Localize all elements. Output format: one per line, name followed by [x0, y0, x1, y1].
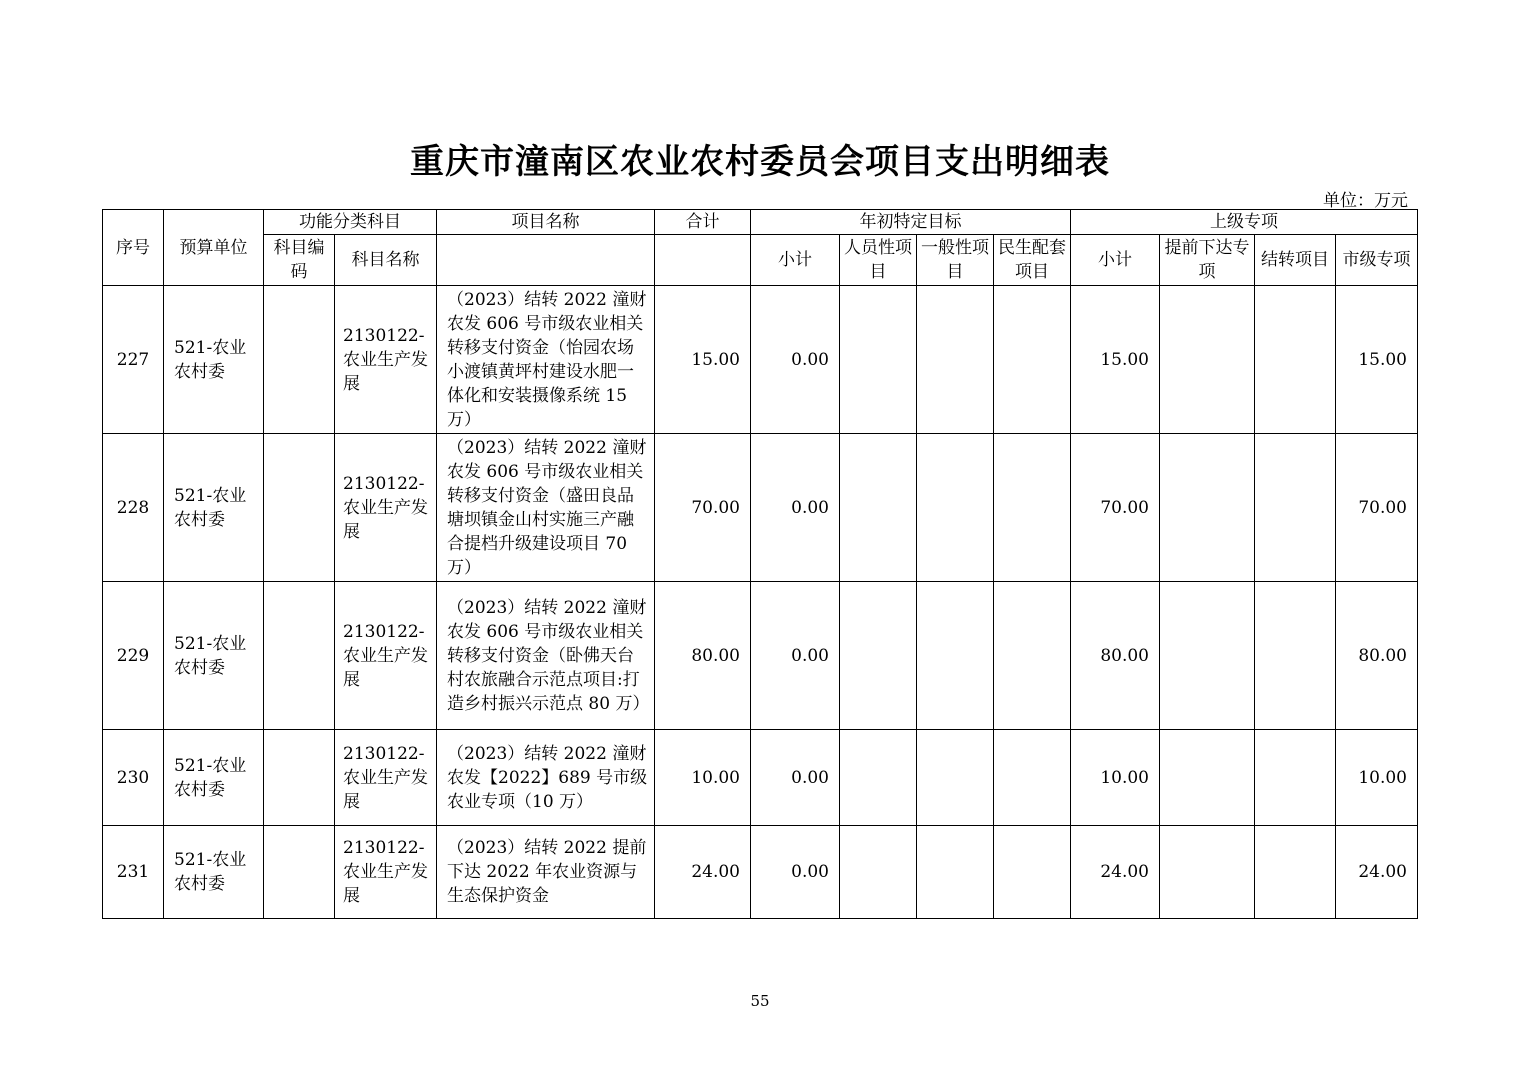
cell-subject: 2130122-农业生产发展 — [335, 582, 437, 730]
table-row — [103, 434, 1418, 582]
cell-project: （2023）结转 2022 潼财农发 606 号市级农业相关转移支付资金（盛田良品塘坝镇金山村实施三产融合提档升级建设项目 70 万） — [437, 434, 655, 582]
cell-unit: 521-农业农村委 — [164, 286, 264, 434]
cell-general — [917, 826, 994, 919]
cell-annual-subtotal: 0.00 — [751, 826, 840, 919]
cell-personnel — [840, 582, 917, 730]
header-carryover: 结转项目 — [1255, 235, 1336, 286]
cell-carryover — [1255, 434, 1336, 582]
cell-subject: 2130122-农业生产发展 — [335, 286, 437, 434]
cell-unit: 521-农业农村委 — [164, 582, 264, 730]
header-annual-subtotal: 小计 — [751, 235, 840, 286]
cell-project: （2023）结转 2022 潼财农发【2022】689 号市级农业专项（10 万） — [437, 730, 655, 826]
cell-unit: 521-农业农村委 — [164, 826, 264, 919]
table-row — [103, 286, 1418, 434]
cell-city: 15.00 — [1336, 286, 1418, 434]
cell-personnel — [840, 434, 917, 582]
header-advance: 提前下达专项 — [1160, 235, 1255, 286]
cell-unit: 521-农业农村委 — [164, 730, 264, 826]
cell-code — [264, 286, 335, 434]
cell-general — [917, 434, 994, 582]
header-budget-unit: 预算单位 — [164, 210, 264, 286]
cell-superior-subtotal: 10.00 — [1071, 730, 1160, 826]
header-personnel: 人员性项目 — [840, 235, 917, 286]
cell-livelihood — [994, 286, 1071, 434]
cell-superior-subtotal: 15.00 — [1071, 286, 1160, 434]
page-number: 55 — [750, 992, 770, 1010]
cell-project: （2023）结转 2022 提前下达 2022 年农业资源与生态保护资金 — [437, 826, 655, 919]
header-city: 市级专项 — [1336, 235, 1418, 286]
cell-annual-subtotal: 0.00 — [751, 582, 840, 730]
cell-personnel — [840, 826, 917, 919]
cell-advance — [1160, 434, 1255, 582]
header-annual-target: 年初特定目标 — [751, 210, 1071, 235]
header-livelihood: 民生配套项目 — [994, 235, 1071, 286]
cell-total: 24.00 — [655, 826, 751, 919]
cell-livelihood — [994, 826, 1071, 919]
cell-city: 10.00 — [1336, 730, 1418, 826]
cell-unit: 521-农业农村委 — [164, 434, 264, 582]
table-row — [103, 730, 1418, 826]
cell-annual-subtotal: 0.00 — [751, 434, 840, 582]
cell-total: 15.00 — [655, 286, 751, 434]
cell-annual-subtotal: 0.00 — [751, 286, 840, 434]
cell-subject: 2130122-农业生产发展 — [335, 434, 437, 582]
cell-code — [264, 434, 335, 582]
cell-code — [264, 582, 335, 730]
cell-advance — [1160, 730, 1255, 826]
cell-carryover — [1255, 582, 1336, 730]
cell-advance — [1160, 582, 1255, 730]
cell-city: 24.00 — [1336, 826, 1418, 919]
cell-personnel — [840, 730, 917, 826]
table-row — [103, 826, 1418, 919]
cell-advance — [1160, 826, 1255, 919]
header-row-1 — [103, 210, 1418, 235]
cell-superior-subtotal: 80.00 — [1071, 582, 1160, 730]
header-superior-subtotal: 小计 — [1071, 235, 1160, 286]
project-expenditure-table — [102, 209, 1418, 919]
cell-subject: 2130122-农业生产发展 — [335, 730, 437, 826]
header-empty-project — [437, 235, 655, 286]
cell-code — [264, 826, 335, 919]
cell-general — [917, 730, 994, 826]
cell-superior-subtotal: 24.00 — [1071, 826, 1160, 919]
header-seq: 序号 — [103, 210, 164, 286]
cell-project: （2023）结转 2022 潼财农发 606 号市级农业相关转移支付资金（卧佛天台村农旅融合示范点项目:打造乡村振兴示范点 80 万） — [437, 582, 655, 730]
cell-total: 70.00 — [655, 434, 751, 582]
cell-personnel — [840, 286, 917, 434]
cell-advance — [1160, 286, 1255, 434]
header-subject-code: 科目编码 — [264, 235, 335, 286]
cell-superior-subtotal: 70.00 — [1071, 434, 1160, 582]
header-row-2 — [103, 235, 1418, 286]
header-func-class: 功能分类科目 — [264, 210, 437, 235]
cell-seq: 231 — [103, 826, 164, 919]
cell-city: 70.00 — [1336, 434, 1418, 582]
cell-city: 80.00 — [1336, 582, 1418, 730]
header-subject-name: 科目名称 — [335, 235, 437, 286]
cell-project: （2023）结转 2022 潼财农发 606 号市级农业相关转移支付资金（怡园农场小渡镇黄坪村建设水肥一体化和安装摄像系统 15 万） — [437, 286, 655, 434]
cell-general — [917, 582, 994, 730]
cell-seq: 229 — [103, 582, 164, 730]
cell-annual-subtotal: 0.00 — [751, 730, 840, 826]
cell-subject: 2130122-农业生产发展 — [335, 826, 437, 919]
cell-general — [917, 286, 994, 434]
header-superior: 上级专项 — [1071, 210, 1418, 235]
cell-seq: 228 — [103, 434, 164, 582]
cell-total: 10.00 — [655, 730, 751, 826]
cell-livelihood — [994, 582, 1071, 730]
header-empty-total — [655, 235, 751, 286]
table-row — [103, 582, 1418, 730]
header-total: 合计 — [655, 210, 751, 235]
page-title: 重庆市潼南区农业农村委员会项目支出明细表 — [410, 142, 1110, 182]
header-general: 一般性项目 — [917, 235, 994, 286]
cell-carryover — [1255, 826, 1336, 919]
cell-livelihood — [994, 730, 1071, 826]
cell-seq: 230 — [103, 730, 164, 826]
cell-total: 80.00 — [655, 582, 751, 730]
cell-code — [264, 730, 335, 826]
unit-label: 单位：万元 — [1323, 191, 1408, 211]
cell-carryover — [1255, 286, 1336, 434]
cell-carryover — [1255, 730, 1336, 826]
cell-livelihood — [994, 434, 1071, 582]
cell-seq: 227 — [103, 286, 164, 434]
header-project-name: 项目名称 — [437, 210, 655, 235]
